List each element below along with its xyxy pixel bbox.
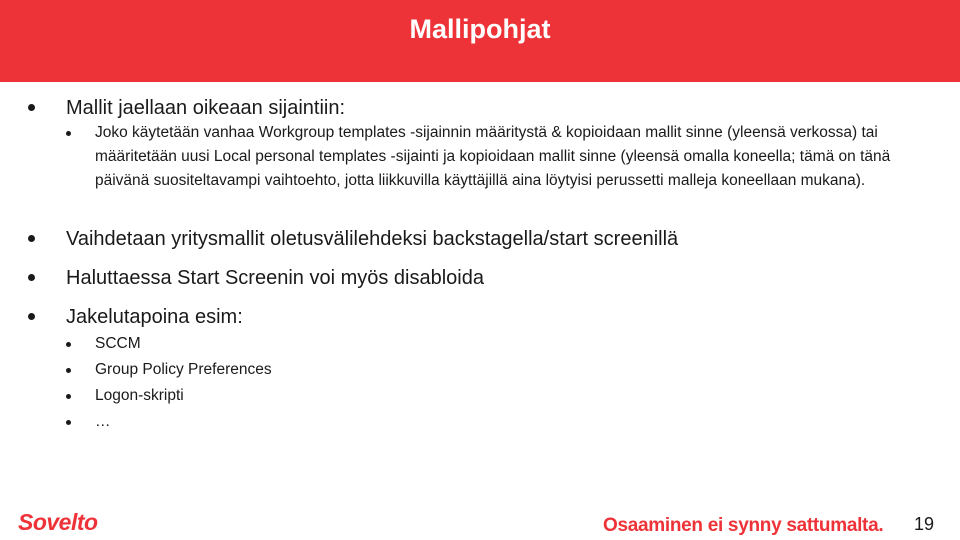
sub-bullet-icon (66, 394, 71, 399)
sub-bullet-icon (66, 342, 71, 347)
sub-bullet-text: Joko käytetään vanhaa Workgroup templates -sijainnin määritystä & kopioidaan mallit sinne (yleensä verkossa) tai määritetään uusi Local personal templates -sijainti ja kopioidaan mallit sinne (yleensä omalla koneella; tämä on tänä päivänä suositeltavampi vaihtoehto, jotta liikkuvilla käyttäjillä aina löytyisi perussetti malleja koneellaan mukana). (95, 124, 891, 189)
bullet-text: Vaihdetaan yritysmallit oletusvälilehdeksi backstagella/start screenillä (66, 228, 679, 250)
sovelto-logo: Sovelto (18, 509, 98, 535)
bullet-text: Mallit jaellaan oikeaan sijaintiin: (66, 97, 346, 119)
sub-bullet-icon (66, 131, 71, 136)
sub-bullet-icon (66, 420, 71, 425)
bullet-icon (28, 104, 35, 111)
sub-bullet-text: … (95, 413, 111, 430)
sub-bullet-icon (66, 368, 71, 373)
bullet-icon (28, 274, 35, 281)
sub-bullet-text: Group Policy Preferences (95, 361, 272, 378)
bullet-text: Haluttaessa Start Screenin voi myös disabloida (66, 267, 484, 289)
page-number: 19 (914, 514, 935, 534)
sub-bullet-text: SCCM (95, 335, 141, 352)
bullet-text: Jakelutapoina esim: (66, 306, 243, 328)
bullet-icon (28, 313, 35, 320)
sub-bullet-text: Logon-skripti (95, 387, 184, 404)
slide-title: Mallipohjat (409, 14, 551, 44)
bullet-icon (28, 235, 35, 242)
footer-slogan: Osaaminen ei synny sattumalta. (603, 515, 884, 536)
